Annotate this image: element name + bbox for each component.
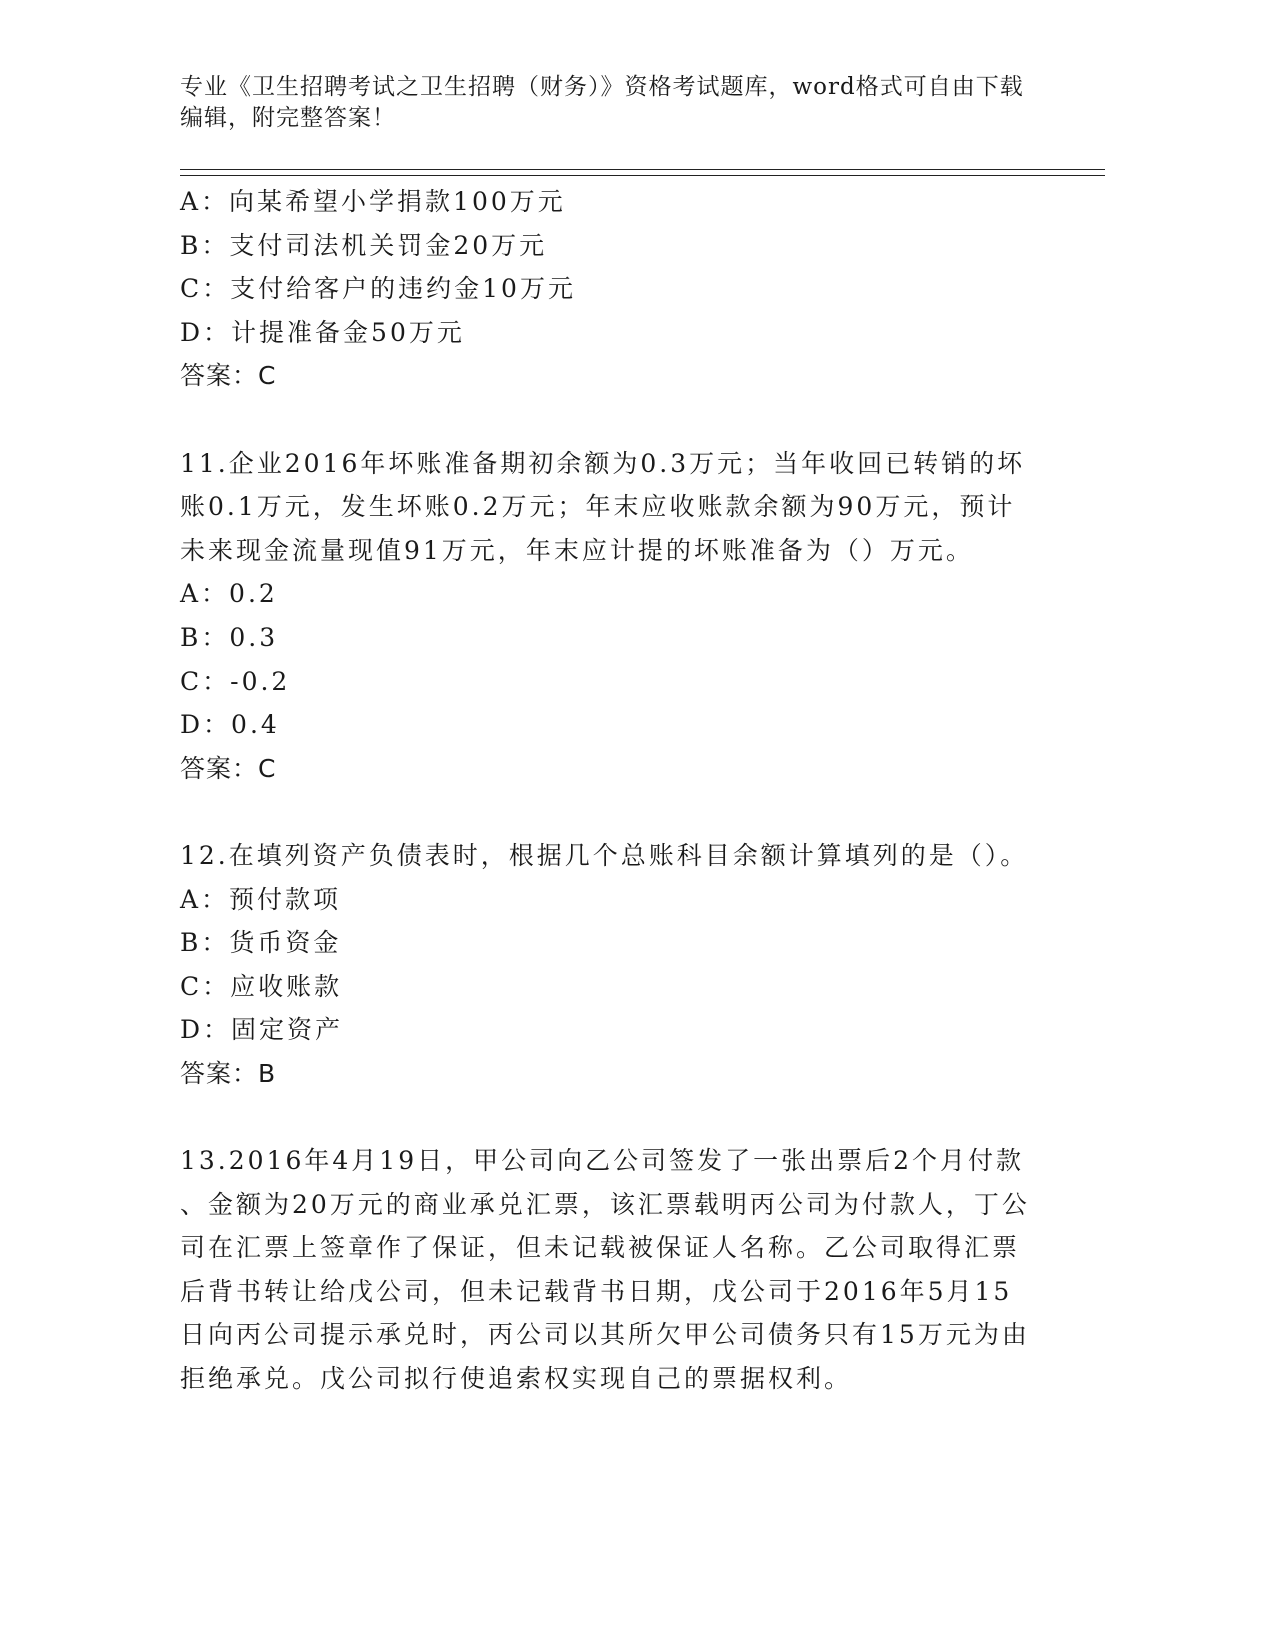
- answer: 答案：C: [180, 753, 277, 783]
- answer: 答案：B: [180, 1058, 277, 1088]
- option-d: D：0.4: [180, 710, 280, 740]
- question-stem-line: 司在汇票上签章作了保证，但未记载被保证人名称。乙公司取得汇票: [180, 1233, 1021, 1263]
- question-stem-line: 账0.1万元，发生坏账0.2万元；年末应收账款余额为90万元，预计: [180, 492, 1016, 522]
- document-header: [180, 72, 1060, 134]
- question-12: [180, 834, 1040, 1096]
- question-11: [180, 442, 1040, 791]
- header-divider-bottom: [180, 175, 1105, 176]
- question-stem-line: 12.在填列资产负债表时，根据几个总账科目余额计算填列的是（）。: [180, 840, 1029, 870]
- header-line-1: 专业《卫生招聘考试之卫生招聘（财务）》资格考试题库，word格式可自由下载: [180, 74, 1024, 100]
- option-d: D：计提准备金50万元: [180, 317, 465, 347]
- question-stem-line: 日向丙公司提示承兑时，丙公司以其所欠甲公司债务只有15万元为由: [180, 1320, 1030, 1350]
- header-line-2: 编辑，附完整答案！: [180, 105, 396, 131]
- option-a: A：0.2: [180, 579, 278, 609]
- question-stem-line: 11.企业2016年坏账准备期初余额为0.3万元；当年收回已转销的坏: [180, 448, 1026, 478]
- option-b: B：支付司法机关罚金20万元: [180, 230, 548, 260]
- option-c: C：应收账款: [180, 971, 343, 1001]
- header-divider-top: [180, 169, 1105, 170]
- question-stem-line: 拒绝承兑。戊公司拟行使追索权实现自己的票据权利。: [180, 1364, 853, 1394]
- question-stem-line: 13.2016年4月19日，甲公司向乙公司签发了一张出票后2个月付款: [180, 1146, 1025, 1176]
- option-a: A：向某希望小学捐款100万元: [180, 187, 566, 216]
- question-stem-line: 后背书转让给戊公司，但未记载背书日期，戊公司于2016年5月15: [180, 1276, 1013, 1306]
- option-b: B：0.3: [180, 622, 279, 652]
- option-c: C：支付给客户的违约金10万元: [180, 274, 576, 304]
- question-stem-line: 、金额为20万元的商业承兑汇票，该汇票载明丙公司为付款人，丁公: [180, 1189, 1030, 1219]
- option-c: C：-0.2: [180, 666, 291, 696]
- answer: 答案：C: [180, 361, 277, 391]
- option-d: D：固定资产: [180, 1015, 344, 1045]
- question-10: [180, 180, 1040, 398]
- question-13: [180, 1139, 1040, 1401]
- option-b: B：货币资金: [180, 928, 342, 958]
- question-list: [180, 180, 1040, 1401]
- question-stem-line: 未来现金流量现值91万元，年末应计提的坏账准备为（）万元。: [180, 535, 974, 565]
- option-a: A：预付款项: [180, 884, 342, 914]
